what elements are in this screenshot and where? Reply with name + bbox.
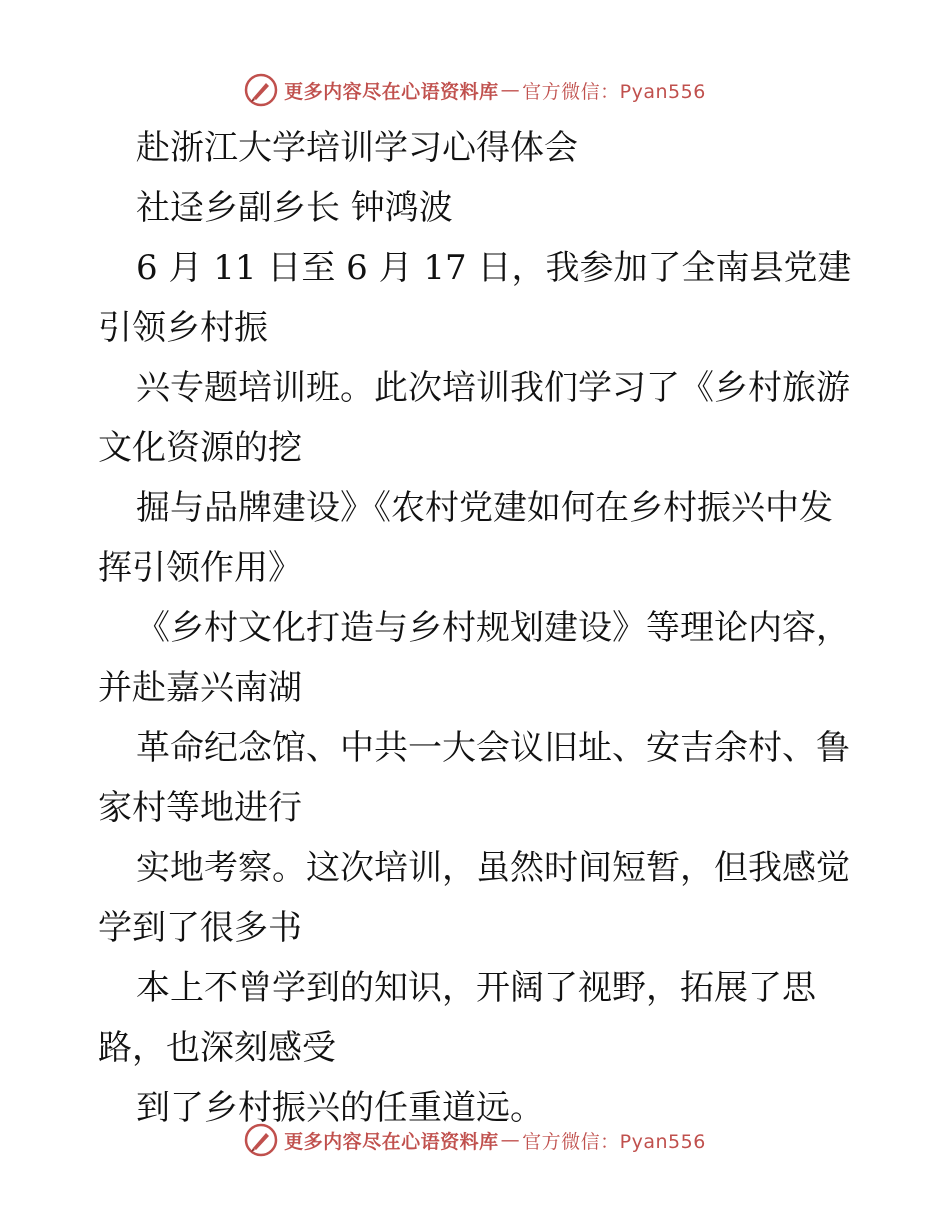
quill-logo-icon — [244, 1123, 278, 1157]
footer-banner — [0, 1120, 950, 1160]
paragraph-line: 挥引领作用》 — [98, 548, 302, 588]
paragraph-line: 引领乡村振 — [98, 308, 268, 348]
document-author: 社迳乡副乡长 钟鸿波 — [136, 188, 453, 228]
paragraph-line: 实地考察。这次培训，虽然时间短暂，但我感觉 — [136, 848, 850, 888]
paragraph-line: 文化资源的挖 — [98, 428, 302, 468]
paragraph-line: 到了乡村振兴的任重道远。 — [136, 1088, 544, 1128]
paragraph-line: 兴专题培训班。此次培训我们学习了《乡村旅游 — [136, 368, 850, 408]
paragraph-line: 学到了很多书 — [98, 908, 302, 948]
banner-separator: — — [500, 79, 521, 101]
paragraph-line: 路，也深刻感受 — [98, 1028, 336, 1068]
banner-wechat-text: 官方微信：Pyan556 — [522, 1130, 706, 1153]
paragraph-line: 本上不曾学到的知识，开阔了视野，拓展了思 — [136, 968, 816, 1008]
paragraph-line: 并赴嘉兴南湖 — [98, 668, 302, 708]
banner-brand-text: 更多内容尽在心语资料库 — [284, 80, 499, 103]
document-body — [98, 118, 858, 1138]
quill-logo-icon — [244, 73, 278, 107]
paragraph-line: 6 月 11 日至 6 月 17 日，我参加了全南县党建 — [136, 248, 852, 288]
header-banner — [0, 70, 950, 110]
paragraph-line: 《乡村文化打造与乡村规划建设》等理论内容， — [136, 608, 850, 648]
banner-brand-text: 更多内容尽在心语资料库 — [284, 1130, 499, 1153]
banner-separator: — — [500, 1129, 521, 1151]
banner-wechat-text: 官方微信：Pyan556 — [522, 80, 706, 103]
paragraph-line: 革命纪念馆、中共一大会议旧址、安吉余村、鲁 — [136, 728, 850, 768]
paragraph-line: 家村等地进行 — [98, 788, 302, 828]
document-title: 赴浙江大学培训学习心得体会 — [136, 128, 578, 168]
paragraph-line: 掘与品牌建设》《农村党建如何在乡村振兴中发 — [136, 488, 833, 528]
